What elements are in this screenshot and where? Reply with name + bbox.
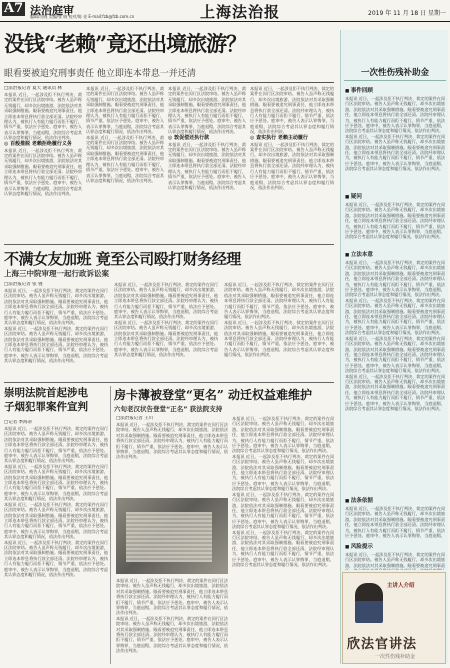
article-text: 本报讯 近日，一起涉及拒不执行判决、裁定的案件在闵行区法院审结。被告人虽声称无钱履行，却多次出境旅游，法院依法对其采取强制措施。眼看要被追究刑事责任，他立即连本带息将执行款全部还清。法院经审理认为，被执行人有能力履行而拒不履行，情节严重，依法应予惩处。庭审中，被告人表示认罪悔罪，当庭退赔，法院综合考虑其认罪态度和履行情况，依法作出判决。 xyxy=(4,147,82,196)
article-column xyxy=(232,416,334,664)
article-text: 本报讯 近日，一起涉及拒不执行判决、裁定的案件在闵行区法院审结。被告人虽声称无钱履行，却多次出境旅游，法院依法对其采取强制措施。眼看要被追究刑事责任，他立即连本带息将执行款全部还清。法院经审理认为，被执行人有能力履行而拒不履行，情节严重，依法应予惩处。庭审中，被告人表示认罪悔罪，当庭退赔，法院综合考虑其认罪态度和履行情况，依法作出判决。 xyxy=(232,416,334,454)
byline: □法治报记者 张 驰 xyxy=(4,282,43,287)
sidebar-text xyxy=(345,202,445,244)
news-photo xyxy=(116,498,228,574)
lower-subhead: 六旬老汉状告登堂“正名” 获法院支持 xyxy=(114,405,223,413)
article-text: 本报讯 近日，一起涉及拒不执行判决、裁定的案件在闵行区法院审结。被告人虽声称无钱履行，却多次出境旅游，法院依法对其采取强制措施。眼看要被追究刑事责任，他立即连本带息将执行款全部还清。法院经审理认为，被执行人有能力履行而拒不履行，情节严重，依法应予惩处。庭审中，被告人表示认罪悔罪，当庭退赔，法院综合考虑其认罪态度和履行情况，依法作出判决。 xyxy=(4,325,108,364)
article-column xyxy=(4,282,108,380)
newspaper-logo: 上海法治报 xyxy=(200,3,281,21)
article-text: 本报讯 近日，一起涉及拒不执行判决、裁定的案件在闵行区法院审结。被告人虽声称无钱履行，却多次出境旅游，法院依法对其采取强制措施。眼看要被追究刑事责任，他立即连本带息将执行款全部还清。法院经审理认为，被执行人有能力履行而拒不履行，情节严重，依法应予惩处。庭审中，被告人表示认罪悔罪，当庭退赔，法院综合考虑其认罪态度和履行情况，依法作出判决。 xyxy=(4,288,108,326)
article-text: 本报讯 近日，一起涉及拒不执行判决、裁定的案件在闵行区法院审结。被告人虽声称无钱履行，却多次出境旅游，法院依法对其采取强制措施。眼看要被追究刑事责任，他立即连本带息将执行款全部还清。法院经审理认为，被执行人有能力履行而拒不履行，情节严重，依法应予惩处。庭审中，被告人表示认罪悔罪，当庭退赔， xyxy=(345,506,445,538)
masthead xyxy=(0,0,450,22)
article-text: 本报讯 近日，一起涉及拒不执行判决、裁定的案件在闵行区法院审结。被告人虽声称无钱履行，却多次出境旅游，法院依法对其采取强制措施。眼看要被追究刑事责任，他立即连本带息将执行款全部还清。法院经审理认为，被执行人有能力履行而拒不履行，情节严重，依法应予惩处。庭审中，被告人表示认罪悔罪，当庭退赔，法院综合考虑其认罪态度和履行情况，依法作出判决。 xyxy=(345,133,445,172)
sidebar-column xyxy=(340,30,448,664)
article-text: 本报讯 近日，一起涉及拒不执行判决、裁定的案件在闵行区法院审结。被告人虽声称无钱履行，却多次出境旅游，法院依法对其采取强制措施。眼看要被追究刑事责任，他立即连本带息将执行款全部还清。法院经审理认为，被执行人有能力履行而拒不履行，情节严重，依法应予惩处。庭审中，被告人表示认罪悔罪，当庭退赔，法院综合考虑其认罪态度和履行情况，依法作出判决。 xyxy=(232,491,334,530)
byline: □记者 季海蒂 xyxy=(4,420,33,425)
article-text: 本报讯 近日，一起涉及拒不执行判决、裁定的案件在闵行区法院审结。被告人虽声称无钱履行，却多次出境旅游，法院依法对其采取强制措施。眼看要被追究刑事责任，他立即连本带息将执行款全部还清。法院经审理认为，被执行人有能力履行而拒不履行，情节严重，依法应予惩处。庭审中，被告人表示认罪悔罪，当庭退赔，法院综合考虑其认罪态度和履行情况，依法作出判决。 xyxy=(116,578,228,616)
article-subhead: ◎ 查实执行 老赖主动履行 xyxy=(250,134,308,141)
article-text: 本报讯 近日，一起涉及拒不执行判决、裁定的案件在闵行区法院审结。被告人虽声称无钱履行，却多次出境旅游，法院依法对其采取强制措施。眼看要被追究刑事责任，他立即连本带息将执行款全部还清。法院经审理认为，被执行人有能力履行而拒不履行，情节严重，依法应予惩处。庭审中，被告人表示认罪悔罪，当庭退赔，法院综合考虑其认罪态度和履行情况，依法作出判决。 xyxy=(4,426,108,464)
article-text: 本报讯 近日，一起涉及拒不执行判决、裁定的案件在闵行区法院审结。被告人虽声称无钱履行，却多次出境旅游，法院依法对其采取强制措施。眼看要被追究刑事责任，他立即连本带息将执行款全部还清。法院经审理认为，被执行人有能力履行而拒不履行，情节严重，依法应予惩处。庭审中，被告人表示认罪悔罪，当庭退赔，法院综合考虑其认罪态度和履行情况，依法作出判决。 xyxy=(224,282,334,320)
divider xyxy=(344,80,446,81)
article-column xyxy=(116,578,228,664)
article-text: 本报讯 近日，一起涉及拒不执行判决、裁定的案件在闵行区法院审结。被告人虽声称无钱履行，却多次出境旅游，法院依法对其采取强制措施。眼看要被追究刑事责任，他立即连本带息将执行款全部还清。法院经审理认为，被执行人有能力履行而拒不履行，情节严重，依法应予惩处。庭审中，被告人表示认罪悔罪，当庭退赔，法院综合考虑其认罪态度和履行情况，依法作出判决。 xyxy=(4,539,108,577)
divider xyxy=(4,82,334,83)
article-text: 本报讯 近日，一起涉及拒不执行判决、裁定的案件在闵行区法院审结。被告人虽声称无钱履行，却多次出境旅游，法院依法对其采取强制措施。眼看要被追究刑事责任，他立即连本带息将执行款全部还清。法院经审理认为，被执行人有能力履行而拒不履行，情节严重，依法应予惩处。庭审中，被告人表示认罪悔罪，当庭退赔，法院综合考虑其认罪态度和履行情况，依法作出判决。 xyxy=(168,86,246,135)
editor-credits: 编辑/厉晓 美编/张 晓 校对/陈 亮 E-mail:fzb@fzb.com.cn xyxy=(30,14,135,19)
article-text: 本报讯 近日，一起涉及拒不执行判决、裁定的案件在闵行区法院审结。被告人虽声称无钱履行，却多次出境旅游，法院依法对其采取强制措施。眼看要被追究刑事责任，他立即连本带息将执行款全部还清。法院经审理认为，被执行人有能力履行而拒不履行，情节严重，依法应予惩处。庭审中，被告人表示认罪悔罪，当庭退赔，法院综合考虑其认罪态度和履行情况，依法作出判决。 xyxy=(168,141,246,190)
byline: □法治报记者 夏天 通讯员 林 xyxy=(4,86,63,91)
article-text: 本报讯 近日，一起涉及拒不执行判决、裁定的案件在闵行区法院审结。被告人虽声称无钱履行，却多次出境旅游，法院依法对其采取强制措施。眼看要被追究刑事责 xyxy=(345,552,445,568)
issue-date: 2019 年 11 月 18 日 星期一 xyxy=(368,10,446,17)
article-text: 本报讯 近日，一起涉及拒不执行判决、裁定的案件在闵行区法院审结。被告人虽声称无钱履行，却多次出境旅游，法院依法对其采取强制措施。眼看要被追究刑事责任，他立即连本带息将执行款全部还清。法院经审理认为，被执行人有能力履行而拒不履行，情节严重，依法应予惩处。庭审中，被告人表示认罪悔罪，当庭退赔，法院综合考虑其认罪态度和履行情况，依法作出判决。 xyxy=(250,86,334,135)
article-text: 本报讯 近日，一起涉及拒不执行判决、裁定的案件在闵行区法院审结。被告人虽声称无钱履行，却多次出境旅游，法院依法对其采取强制措施。眼看要被追究刑事责任，他立即连本带息将执行款全部还清。法院经审理认为，被执行人有能力履行而拒不履行，情节严重，依法应予惩处。庭审中，被告人表示认罪悔罪，当庭退赔，法院综合考虑其认罪态度和履行情况，依法作出判决。 xyxy=(232,529,334,567)
sidebar-section-heading: ■ 法条依据 xyxy=(345,496,373,504)
article-text: 本报讯 近日，一起涉及拒不执行判决、裁定的案件在闵行区法院审结。被告人虽声称无钱履行，却多次出境旅游，法院依法对其采取强制措施。眼看要被追究刑事责任，他立即连本带息将执行款全部还清。法院经审理认为，被执行人有能力履行而拒不履行，情节严重，依法应予惩处。庭审中，被告人表示认罪悔罪，当庭退赔，法院综合考虑其认罪态度和履行情况，依法作出判决。 xyxy=(345,96,445,134)
sidebar-text xyxy=(345,96,445,186)
article-text: 本报讯 近日，一起涉及拒不执行判决、裁定的案件在闵行区法院审结。被告人虽声称无钱履行，却多次出境旅游，法院依法对其采取强制措施。眼看要被追究刑事责任，他立即连本带息将执行款全部还清。法院经审理认为，被执行人有能力履行而拒不履行，情节严重，依法应予惩处。庭审中，被告人表示认罪悔罪，当庭退赔，法院综合考虑其认罪态度和履行情况，依法作出判决。 xyxy=(250,141,334,190)
divider xyxy=(4,244,334,245)
article-column xyxy=(168,86,246,242)
article-text: 本报讯 近日，一起涉及拒不执行判决、裁定的案件在闵行区法院审结。被告人虽声称无钱履行，却多次出境旅游，法院依法对其采取强制措施。眼看要被追究刑事责任，他立即连本带息将执行款全部还清。法院经审理认为，被执行人有能力履行而拒不履行，情节严重，依法应予惩处。庭审中，被告人表示认罪悔罪，当庭退赔，法院综合考虑其认罪态度和履行情况，依法作出判决。 xyxy=(4,92,82,141)
article-text: 本报讯 近日，一起涉及拒不执行判决、裁定的案件在闵行区法院审结。被告人虽声称无钱履行，却多次出境旅游，法院依法对其采取强制措施。眼看要被追究刑事责任，他立即连本带息将执行款全部还清。法院经审理认为，被执行人有能力履行而拒不履行，情节严重，依法应予惩处。庭审中，被告人表示认罪悔罪，当庭退赔，法院综合考虑其认罪态度和履行情况，依法作出判决。 xyxy=(232,453,334,492)
sidebar-section-heading: ■ 立法本意 xyxy=(345,250,373,258)
sidebar-text xyxy=(345,552,445,570)
article-text: 本报讯 近日，一起涉及拒不执行判决、裁定的案件在闵行区法院审结。被告人虽声称无钱履行，却多次出境旅游，法院依法对其采取强制措施。眼看要被追究刑事责任，他立即连本带息将执行款全部还清。法院经审理认为，被执行人有能力履行而拒不履行，情节严重，依法应予惩处。庭审中，被告人表示认罪悔罪，当庭退赔，法院综合考虑其认罪态度和履行情况，依法作出判决。 xyxy=(4,463,108,502)
promo-tag: 一次性伤残补助金 xyxy=(374,654,415,660)
byline: □法治报记者 王川 xyxy=(116,416,154,421)
article-column xyxy=(4,420,108,664)
top-subhead: 眼看要被追究刑事责任 他立即连本带息一并还清 xyxy=(4,69,196,79)
column-promo xyxy=(342,572,446,664)
article-column xyxy=(114,282,218,380)
article-text: 本报讯 近日，一起涉及拒不执行判决、裁定的案件在闵行区法院审结。被告人虽声称无钱履行，却多次出境旅游，法院依法对其采取强制措施。眼看要被追究刑事责任，他立即连本带息将执行款全部还清。法院经审理认为，被执行人有能力履行而拒不履行，情节严重，依法应予惩处。庭审中，被告人表示认罪悔罪，当庭退赔，法院综合考虑其认罪态度和履行情况，依法作出判决。 xyxy=(345,335,445,374)
article-text: 本报讯 近日，一起涉及拒不执行判决、裁定的案件在闵行区法院审结。被告人虽声称无钱履行，却多次出境旅游，法院依法对其采取强制措施。眼看要被追究刑事责任，他立即连本带息将执行款全部还清。法院经审理认为，被执行人有能力履行而拒不履行，情节严重，依法应予惩处。庭审中，被告人表示认罪悔罪，当庭退赔，法院综合考虑其认罪态度和履行情况，依法作出判决。 xyxy=(114,282,218,320)
article-text: 本报讯 近日，一起涉及拒不执行判决、裁定的案件在闵行区法院审结。被告人虽声称无钱履行，却多次出境旅游，法院依法对其采取强制措施。眼看要被追究刑事责任，他立即连本带息将执行款全部还清。法院经审理认为，被执行人有能力履行而拒不履行，情节严重，依法应予惩处。庭审中，被告人表示认罪悔罪，当庭退赔，法院综合考虑其认罪态度和履行情况，依法作出判决。 xyxy=(345,373,445,411)
sidebar-text xyxy=(345,260,445,490)
column-divider xyxy=(110,386,111,664)
article-column xyxy=(250,86,334,242)
sidebar-section-heading: ■ 疑问 xyxy=(345,192,362,200)
section-title: 法治庭审 xyxy=(30,4,74,17)
article-text: 本报讯 近日，一起涉及拒不执行判决、裁定的案件在闵行区法院审结。被告人虽声称无钱履行，却多次出境旅游，法院依法对其采取强制措施。眼看要被追究刑事责任，他立即连本带息将执行款全部还清。法院经审理认为，被执行人有能力履行而拒不履行，情节严重，依法应予惩处。庭审中，被告人表示认罪悔罪，当庭退赔，法院综合考虑其认罪态度和履行情况，依法作出判决。 xyxy=(116,615,228,654)
article-text: 本报讯 近日，一起涉及拒不执行判决、裁定的案件在闵行区法院审结。被告人虽声称无钱履行，却多次出境旅游，法院依法对其采取强制措施。眼看要被追究刑事责任，他立即连本带息将执行款全部还清。法院经审理认为，被执行人有能力履行而拒不履行，情节严重，依法应予惩处。庭审中，被告人表示认罪悔罪，当庭退赔，法院综合考虑其认罪态度和履行情况，依法作出判决。 xyxy=(345,260,445,298)
article-text: 本报讯 近日，一起涉及拒不执行判决、裁定的案件在闵行区法院审结。被告人虽声称无钱履行，却多次出境旅游，法院依法对其采取强制措施。眼看要被追究刑事责任，他立即连本带息将执行款全部还清。法院经审理认为，被执行人有能力履行而拒不履行，情节严重，依法应予惩处。庭审中，被告人表示认罪悔罪，当庭退赔，法院综合考虑其认罪态度和履行情况，依法作出判决。 xyxy=(116,422,228,460)
promo-label: 主讲人介绍 xyxy=(387,583,415,589)
article-subhead: ◎ 百般推脱 老赖拒绝履行义务 xyxy=(4,140,72,147)
lower-left-headline: 崇明法院首起涉电子烟犯罪案件宣判 xyxy=(4,387,88,413)
photo-subject xyxy=(126,512,212,562)
divider xyxy=(4,382,334,383)
sidebar-text xyxy=(345,506,445,538)
article-text: 本报讯 近日，一起涉及拒不执行判决、裁定的案件在闵行区法院审结。被告人虽声称无钱履行，却多次出境旅游，法院依法对其采取强制措施。眼看要被追究刑事责任，他立即连本带息将执行款全部还清。法院经审理认为，被执行人有能力履行而拒不履行，情节严重，依法应予惩处。庭审中，被告人表示认罪悔罪，当庭退赔，法院综合考虑其认罪态度和履行情况，依法作出判决。 xyxy=(4,501,108,540)
sidebar-section-heading: ■ 事件回顾 xyxy=(345,86,373,94)
article-text: 本报讯 近日，一起涉及拒不执行判决、裁定的案件在闵行区法院审结。被告人虽声称无钱履行，却多次出境旅游，法院依法对其采取强制措施。眼看要被追究刑事责任，他立即连本带息将执行款全部还清。法院经审理认为，被执行人有能力履行而拒不履行，情节严重，依法应予惩处。庭审中，被告人表示认罪悔罪，当庭退赔，法院综合考虑其认罪态度和履行情况，依法作出判决。 xyxy=(114,319,218,358)
lower-headline: 房卡薄被登堂“更名” 动迁权益难维护 xyxy=(114,388,312,402)
article-text: 本报讯 近日，一起涉及拒不执行判决、裁定的案件在闵行区法院审结。被告人虽声称无钱履行，却多次出境旅游，法院依法对其采取强制措施。眼看要被追究刑事责任，他立即连本带息将执行款全部还清。法院经审理认为，被执行人有能力履行而拒不履行，情节严重，依法应予惩处。庭审中，被告人表示认罪悔罪，当庭退赔，法院综合考虑其认罪态度和履行情况，依法作出判决。 xyxy=(224,319,334,358)
page-number: A7 xyxy=(4,1,24,16)
article-text: 本报讯 近日，一起涉及拒不执行判决、裁定的案件在闵行区法院审结。被告人虽声称无钱履行，却多次出境旅游，法院依法对其采取强制措施。眼看要被追究刑事责任，他立即连本带息将执行款全部还清。法院经审理认为，被执行人有能力履行而拒不履行，情节严重，依法应予惩处。庭审中，被告人表示认罪悔罪，当庭退赔，法院综合考虑其认罪态度和履行情况，依法作出判决。 xyxy=(86,86,164,135)
judge-portrait xyxy=(355,583,383,623)
sidebar-section-heading: ■ 风险提示 xyxy=(345,542,373,550)
article-text: 本报讯 近日，一起涉及拒不执行判决、裁定的案件在闵行区法院审结。被告人虽声称无钱履行，却多次出境旅游，法院依法对其采取强制措施。眼看要被追究刑事责任，他立即连本带息将执行款全部还清。法院经审理认为，被执行人有能力履行而拒不履行，情节严重，依法应予惩处。庭审中，被告人表示认罪悔罪，当庭退赔，法院综合考虑其认罪态度和履行情况，依法作出判决。 xyxy=(345,202,445,240)
article-subhead: ◎ 敦促偿还执行款 xyxy=(168,134,210,141)
mid-subhead: 上海三中院审理一起行政诉讼案 xyxy=(4,269,109,278)
top-headline: 没钱“老赖”竟还出境旅游？ xyxy=(4,31,247,56)
article-column xyxy=(86,86,164,242)
article-column xyxy=(116,416,228,496)
mid-headline: 不满女友加班 竟至公司殴打财务经理 xyxy=(4,250,241,268)
article-text: 本报讯 近日，一起涉及拒不执行判决、裁定的案件在闵行区法院审结。被告人虽声称无钱履行，却多次出境旅游，法院依法对其采取强制措施。眼看要被追究刑事责任，他立即连本带息将执行款全部还清。法院经审理认为，被执行人有能力履行而拒不履行，情节严重，依法应予惩处。庭审中，被告人表示认罪悔罪，当庭退赔，法院综合考虑其认罪态度和履行情况，依法作出判决。 xyxy=(345,297,445,336)
article-column xyxy=(4,86,82,242)
article-text: 本报讯 近日，一起涉及拒不执行判决、裁定的案件在闵行区法院审结。被告人虽声称无钱履行，却多次出境旅游，法院依法对其采取强制措施。眼看要被追究刑事责任，他立即连本带息将执行款全部还清。法院经审理认为，被执行人有能力履行而拒不履行，情节严重，依法应予惩处。庭审中，被告人表示认罪悔罪，当庭退赔，法院综合考虑其认罪态度和履行情况，依法作出判决。 xyxy=(86,134,164,183)
article-column xyxy=(224,282,334,380)
promo-title: 欣法官讲法 xyxy=(347,637,418,652)
sidebar-title: 一次性伤残补助金 xyxy=(360,68,429,78)
